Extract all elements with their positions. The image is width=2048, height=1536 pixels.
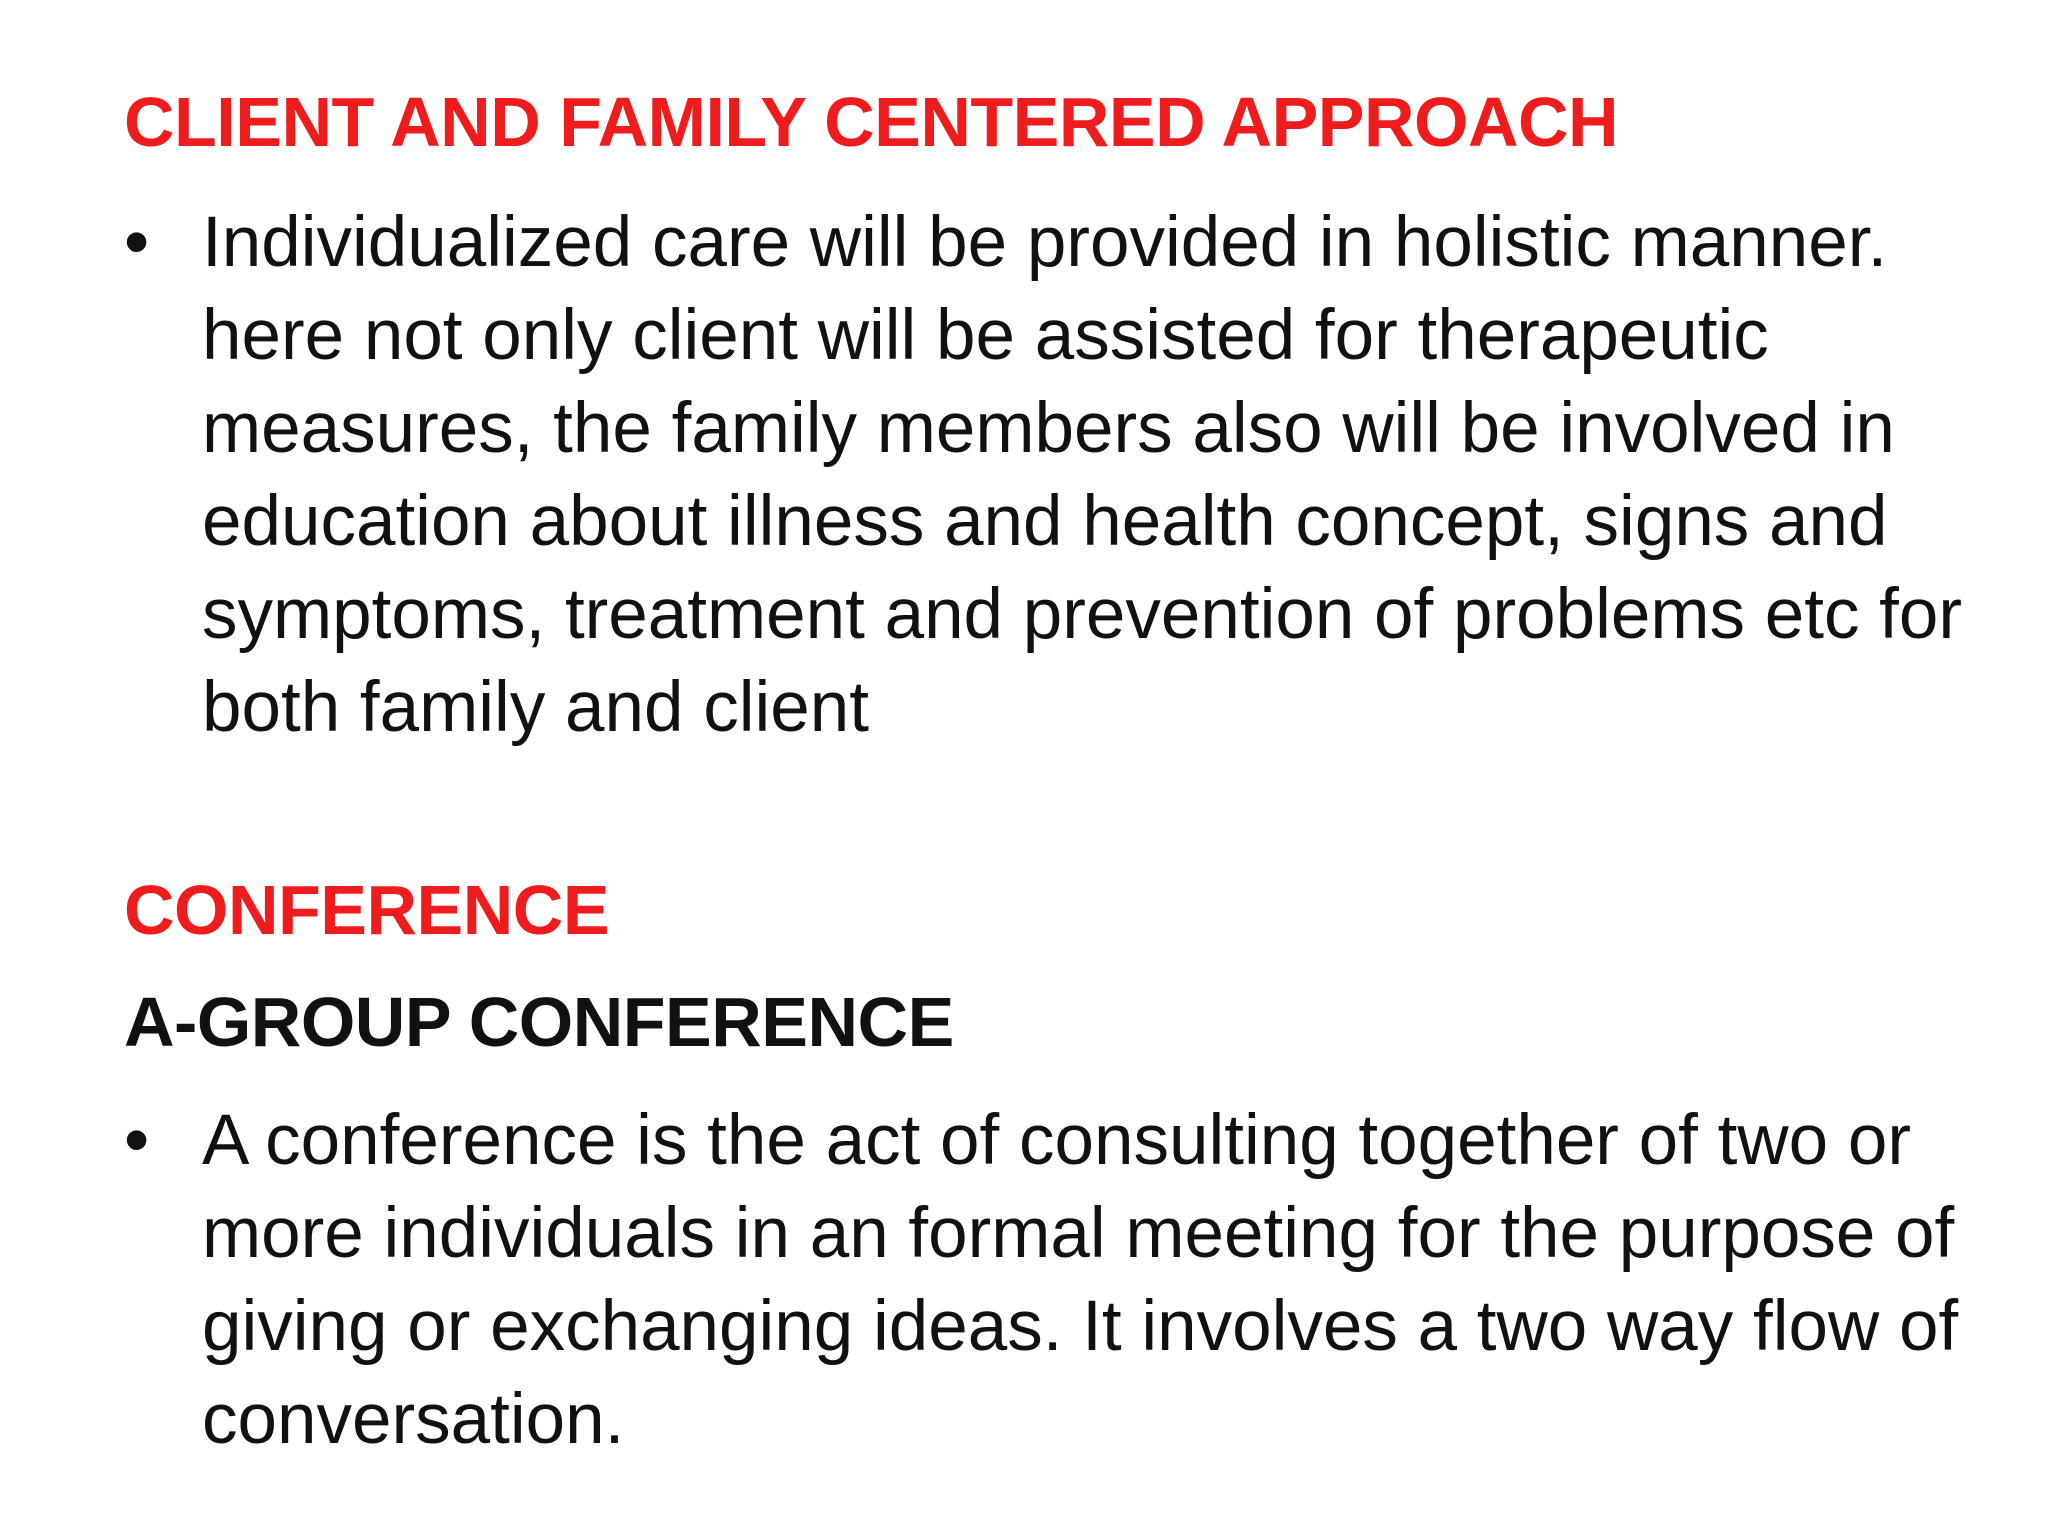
bullet-marker: • bbox=[124, 202, 150, 282]
section-heading-conference: CONFERENCE bbox=[124, 871, 610, 949]
subheading-group-conference: A-GROUP CONFERENCE bbox=[124, 983, 954, 1061]
bullet-text: A conference is the act of consulting together of two or more individuals in an formal meeting for the purpose of giving or exchanging ideas. It involves a two way flow of conversation. bbox=[202, 1101, 1959, 1459]
bullet-item-individualized-care bbox=[124, 196, 1984, 754]
bullet-item-conference-definition bbox=[124, 1094, 1984, 1466]
section-heading-client-family-approach: CLIENT AND FAMILY CENTERED APPROACH bbox=[124, 83, 1619, 161]
bullet-marker: • bbox=[124, 1100, 150, 1180]
bullet-text: Individualized care will be provided in holistic manner. here not only client will be assisted for therapeutic measures, the family members also will be involved in education about illness and health concept, signs and symptoms, treatment and prevention of problems etc for both family and client bbox=[202, 203, 1963, 747]
